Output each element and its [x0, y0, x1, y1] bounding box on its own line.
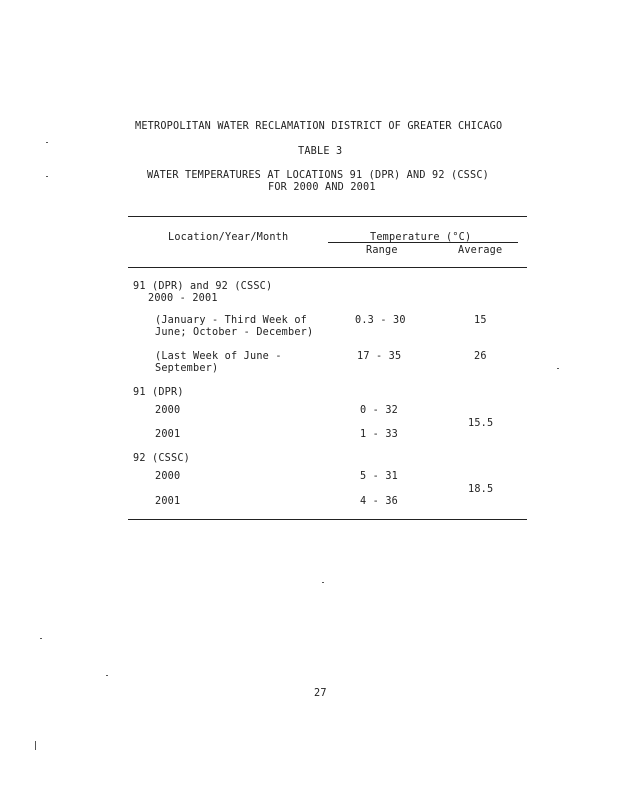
- page-number: 27: [314, 688, 327, 699]
- dpr-average: 15.5: [468, 418, 494, 429]
- cssc-average: 18.5: [468, 484, 494, 495]
- cssc-year-2001: 2001: [155, 496, 181, 507]
- period2-average: 26: [474, 351, 487, 362]
- period1-average: 15: [474, 315, 487, 326]
- scan-speck: [46, 142, 48, 143]
- scan-speck: [322, 582, 324, 583]
- table-label: TABLE 3: [298, 146, 343, 157]
- period2-description-line2: September): [155, 363, 219, 374]
- period1-description-line1: (January - Third Week of: [155, 315, 308, 326]
- cssc-year-2000: 2000: [155, 471, 181, 482]
- column-header-temperature: Temperature (°C): [370, 232, 472, 243]
- dpr-2000-range: 0 - 32: [360, 405, 399, 416]
- scan-speck: [106, 675, 108, 676]
- table-caption-line2: FOR 2000 AND 2001: [268, 182, 376, 193]
- scan-speck: [557, 368, 559, 369]
- table-caption-line1: WATER TEMPERATURES AT LOCATIONS 91 (DPR) AND 92 (CSSC): [147, 170, 490, 181]
- dpr-2001-range: 1 - 33: [360, 429, 399, 440]
- scan-speck: [40, 638, 42, 639]
- cssc-2001-range: 4 - 36: [360, 496, 399, 507]
- period1-range: 0.3 - 30: [355, 315, 406, 326]
- cssc-2000-range: 5 - 31: [360, 471, 399, 482]
- period1-description-line2: June; October - December): [155, 327, 314, 338]
- group-years: 2000 - 2001: [148, 293, 218, 304]
- temperature-header-underline: [328, 242, 518, 243]
- header-bottom-rule: [128, 267, 527, 268]
- group-title-dpr-cssc: 91 (DPR) and 92 (CSSC): [133, 281, 273, 292]
- dpr-year-2000: 2000: [155, 405, 181, 416]
- scan-speck: [46, 176, 48, 177]
- group-title-cssc: 92 (CSSC): [133, 453, 191, 464]
- group-title-dpr: 91 (DPR): [133, 387, 184, 398]
- period2-description-line1: (Last Week of June -: [155, 351, 282, 362]
- org-title: METROPOLITAN WATER RECLAMATION DISTRICT OF GREATER CHICAGO: [135, 121, 503, 132]
- table-bottom-rule: [128, 519, 527, 520]
- column-header-average: Average: [458, 245, 503, 256]
- dpr-year-2001: 2001: [155, 429, 181, 440]
- table-top-rule: [128, 216, 527, 217]
- column-header-location: Location/Year/Month: [168, 232, 289, 243]
- column-header-range: Range: [366, 245, 398, 256]
- period2-range: 17 - 35: [357, 351, 402, 362]
- scan-speck: [35, 741, 36, 750]
